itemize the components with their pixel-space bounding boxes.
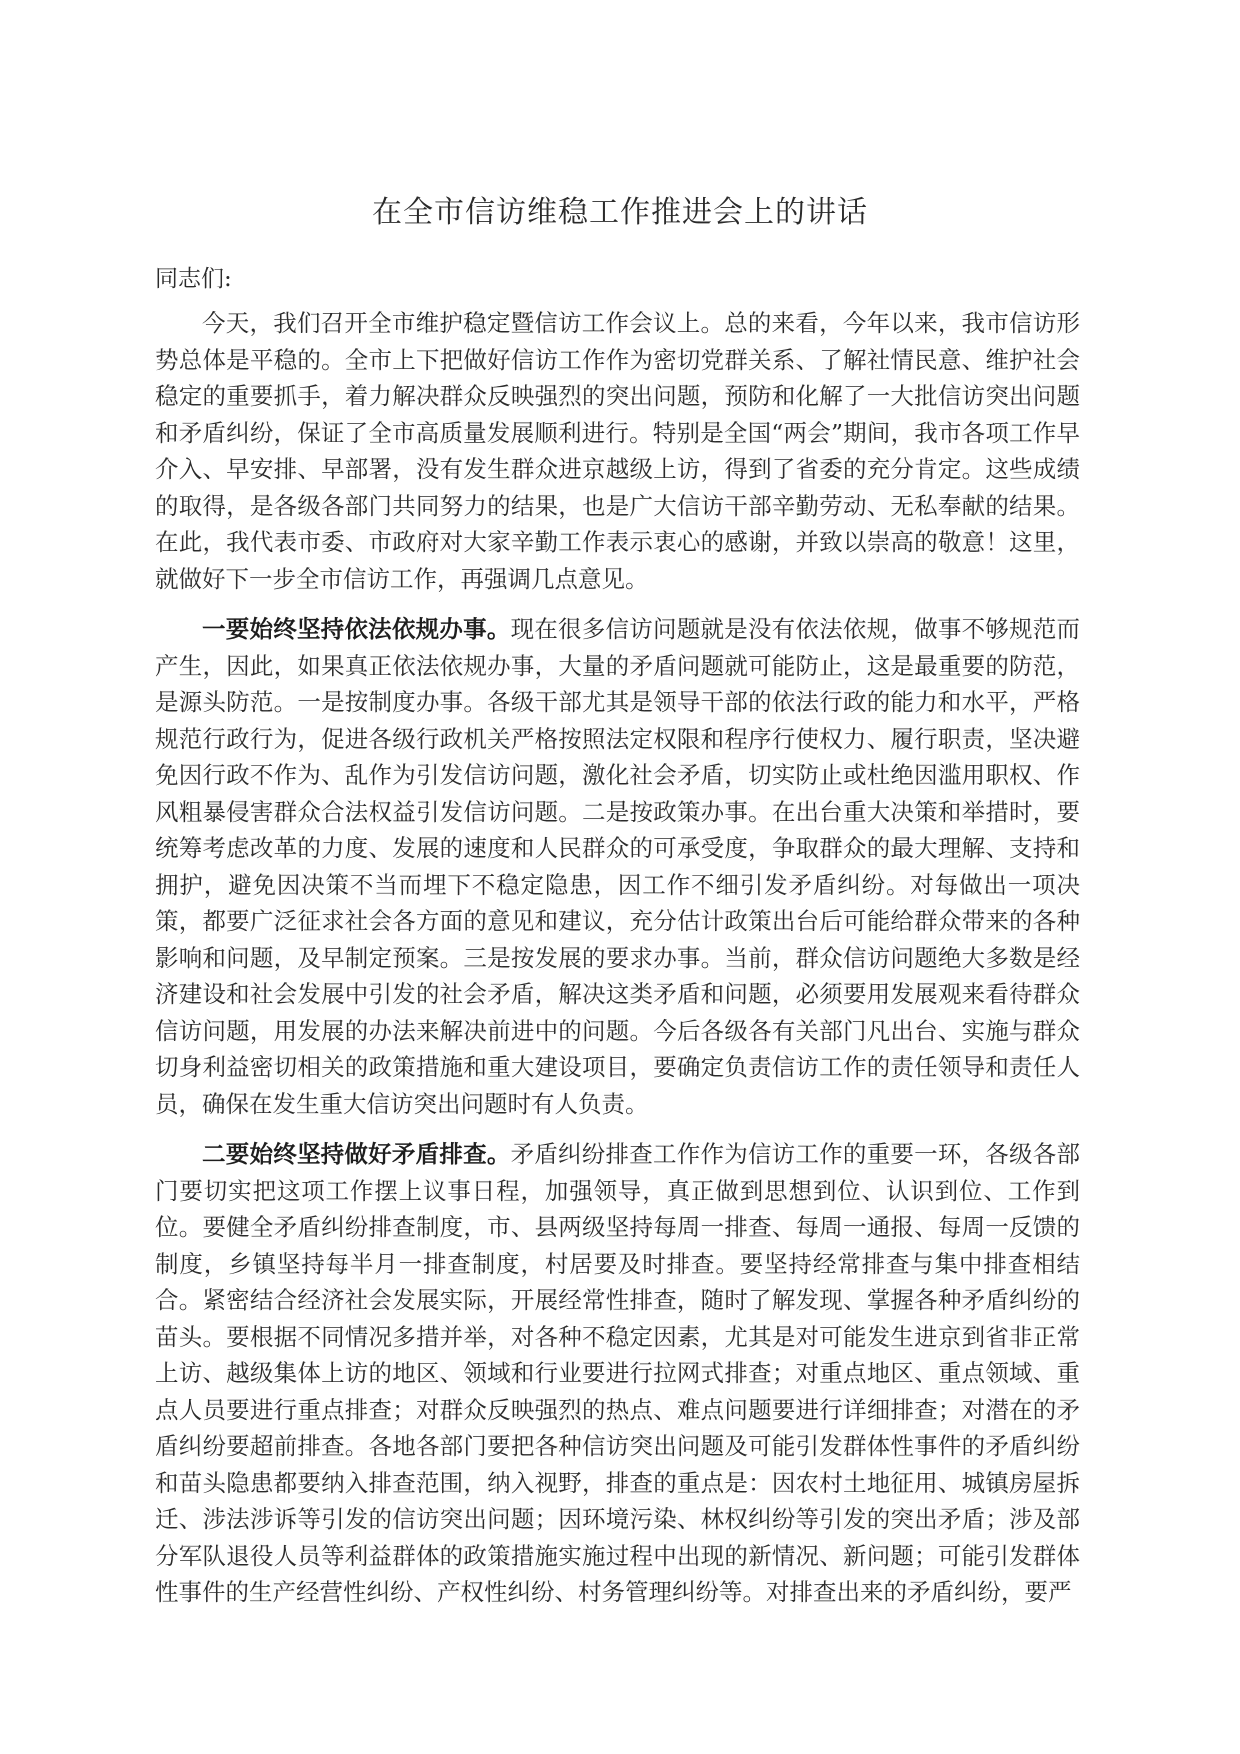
paragraph-text: 今天，我们召开全市维护稳定暨信访工作会议上。总的来看，今年以来，我市信访形势总体是平稳的。全市上下把做好信访工作作为密切党群关系、了解社情民意、维护社会稳定的重要抓手，着力解决群众反映强烈的突出问题，预防和化解了一大批信访突出问题和矛盾纠纷，保证了全市高质量发展顺利进行。特别是全国“两会”期间，我市各项工作早介入、早安排、早部署，没有发生群众进京越级上访，得到了省委的充分肯定。这些成绩的取得，是各级各部门共同努力的结果，也是广大信访干部辛勤劳动、无私奉献的结果。在此，我代表市委、市政府对大家辛勤工作表示衷心的感谢，并致以崇高的敬意！这里，就做好下一步全市信访工作，再强调几点意见。 [155, 309, 1080, 593]
paragraph-point-one [155, 611, 1080, 1122]
paragraph-text: 矛盾纠纷排查工作作为信访工作的重要一环，各级各部门要切实把这项工作摆上议事日程，加强领导，真正做到思想到位、认识到位、工作到位。要健全矛盾纠纷排查制度，市、县两级坚持每周一排查、每周一通报、每周一反馈的制度，乡镇坚持每半月一排查制度，村居要及时排查。要坚持经常排查与集中排查相结合。紧密结合经济社会发展实际，开展经常性排查，随时了解发现、掌握各种矛盾纠纷的苗头。要根据不同情况多措并举，对各种不稳定因素，尤其是对可能发生进京到省非正常上访、越级集体上访的地区、领域和行业要进行拉网式排查；对重点地区、重点领域、重点人员要进行重点排查；对群众反映强烈的热点、难点问题要进行详细排查；对潜在的矛盾纠纷要超前排查。各地各部门要把各种信访突出问题及可能引发群体性事件的矛盾纠纷和苗头隐患都要纳入排查范围，纳入视野，排查的重点是：因农村土地征用、城镇房屋拆迁、涉法涉诉等引发的信访突出问题；因环境污染、林权纠纷等引发的突出矛盾；涉及部分军队退役人员等利益群体的政策措施实施过程中出现的新情况、新问题；可能引发群体性事件的生产经营性纠纷、产权性纠纷、村务管理纠纷等。对排查出来的矛盾纠纷，要严 [155, 1140, 1081, 1606]
paragraph-point-two [155, 1136, 1080, 1611]
paragraph-text: 现在很多信访问题就是没有依法依规，做事不够规范而产生，因此，如果真正依法依规办事，大量的矛盾问题就可能防止，这是最重要的防范，是源头防范。一是按制度办事。各级干部尤其是领导干部的依法行政的能力和水平，严格规范行政行为，促进各级行政机关严格按照法定权限和程序行使权力、履行职责，坚决避免因行政不作为、乱作为引发信访问题，激化社会矛盾，切实防止或杜绝因滥用职权、作风粗暴侵害群众合法权益引发信访问题。二是按政策办事。在出台重大决策和举措时，要统筹考虑改革的力度、发展的速度和人民群众的可承受度，争取群众的最大理解、支持和拥护，避免因决策不当而埋下不稳定隐患，因工作不细引发矛盾纠纷。对每做出一项决策，都要广泛征求社会各方面的意见和建议，充分估计政策出台后可能给群众带来的各种影响和问题，及早制定预案。三是按发展的要求办事。当前，群众信访问题绝大多数是经济建设和社会发展中引发的社会矛盾，解决这类矛盾和问题，必须要用发展观来看待群众信访问题，用发展的办法来解决前进中的问题。今后各级各有关部门凡出台、实施与群众切身利益密切相关的政策措施和重大建设项目，要确定负责信访工作的责任领导和责任人员，确保在发生重大信访突出问题时有人负责。 [155, 615, 1081, 1118]
document-title: 在全市信访维稳工作推进会上的讲话 [372, 195, 868, 230]
document-body [155, 305, 1080, 1611]
paragraph-lead: 一要始终坚持依法依规办事。 [202, 615, 511, 643]
salutation: 同志们: [155, 266, 232, 292]
paragraph-intro [155, 305, 1080, 597]
paragraph-lead: 二要始终坚持做好矛盾排查。 [202, 1140, 511, 1168]
